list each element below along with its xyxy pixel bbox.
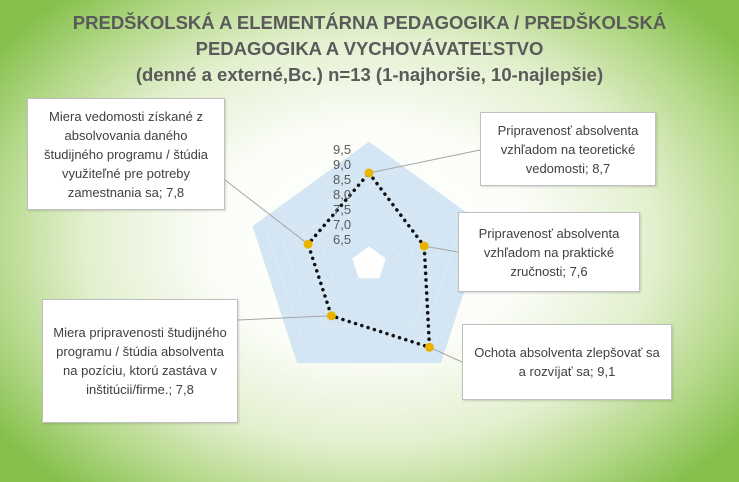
data-point-1 [420, 242, 429, 251]
callout-point-0 [480, 112, 656, 186]
radar-grid [260, 149, 479, 357]
tick-label-1: 9,0 [333, 157, 352, 172]
data-label-3: Miera pripravenosti študijného programu / štúdia absolventa na pozíciu, ktorú zastáva v inštitúcii/firme.; 7,8 [53, 325, 227, 397]
data-point-3 [327, 311, 336, 320]
grid-ring-6 [345, 239, 393, 284]
callout-point-2 [462, 324, 672, 400]
tick-label-3: 8,0 [333, 187, 352, 202]
data-point-2 [425, 343, 434, 352]
callout-point-1 [458, 212, 640, 292]
tick-label-0: 9,5 [333, 142, 352, 157]
tick-label-6: 6,5 [333, 232, 352, 247]
tick-label-4: 7,5 [333, 202, 352, 217]
axis-tick-labels [333, 142, 351, 247]
tick-label-2: 8,5 [333, 172, 352, 187]
chart-title-line-1: PREDŠKOLSKÁ A ELEMENTÁRNA PEDAGOGIKA / PREDŠKOLSKÁ [72, 12, 667, 33]
callout-point-4 [27, 98, 225, 210]
callout-point-3 [42, 299, 238, 423]
data-point-0 [365, 169, 374, 178]
chart-title-line-3: (denné a externé,Bc.) n=13 (1-najhoršie, 10-najlepšie) [135, 64, 604, 85]
data-point-4 [304, 240, 313, 249]
data-label-0: Pripravenosť absolventa vzhľadom na teoretické vedomosti; 8,7 [497, 122, 639, 176]
tick-label-5: 7,0 [333, 217, 352, 232]
data-label-4: Miera vedomosti získané z absolvovania daného študijného programu / štúdia využiteľné pre potreby zamestnania sa; 7,8 [43, 108, 209, 200]
data-label-2: Ochota absolventa zlepšovať sa a rozvíjať sa; 9,1 [474, 345, 660, 379]
data-label-1: Pripravenosť absolventa vzhľadom na praktické zručnosti; 7,6 [478, 225, 620, 279]
chart-title-line-2: PEDAGOGIKA A VYCHOVÁVATEĽSTVO [195, 38, 544, 59]
